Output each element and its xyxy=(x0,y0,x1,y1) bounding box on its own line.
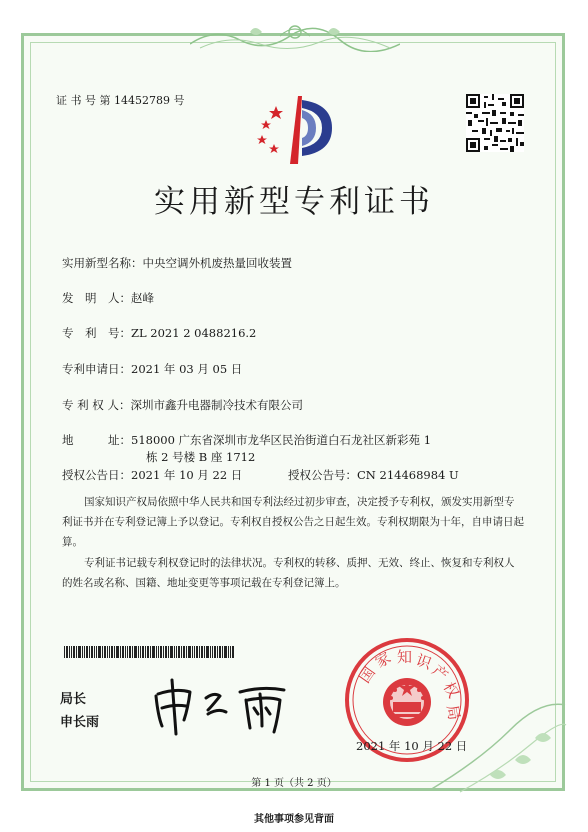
grant-date-value: 2021 年 10 月 22 日 xyxy=(131,468,243,482)
owner-value: 深圳市鑫升电器制冷技术有限公司 xyxy=(130,398,303,412)
patent-number-row xyxy=(62,325,256,341)
svg-text:权: 权 xyxy=(439,679,463,702)
svg-text:家: 家 xyxy=(372,648,395,672)
paragraph-legal-status: 专利证书记载专利权登记时的法律状况。专利权的转移、质押、无效、终止、恢复和专利权人的姓名或名称、国籍、地址变更等事项记载在专利登记簿上。 xyxy=(62,557,515,589)
page-number: 第 1 页（共 2 页） xyxy=(251,778,337,789)
paragraph-grant-statement: 国家知识产权局依照中华人民共和国专利法经过初步审查，决定授予专利权，颁发实用新型专利证书并在专利登记簿上予以登记。专利权自授权公告之日起生效。专利权期限为十年，自申请日起算。 xyxy=(62,496,524,548)
address-row xyxy=(62,432,431,448)
svg-text:识: 识 xyxy=(413,650,434,673)
inventor-value: 赵峰 xyxy=(131,291,154,305)
certificate-title: 实用新型专利证书 xyxy=(154,184,434,220)
address-line2: 栋 2 号楼 B 座 1712 xyxy=(146,450,256,464)
design-name-label: 实用新型名称： xyxy=(62,256,143,270)
svg-text:局: 局 xyxy=(443,703,464,722)
grant-number-row xyxy=(288,467,459,483)
svg-text:产: 产 xyxy=(428,661,452,685)
address-line1: 518000 广东省深圳市龙华区民治街道白石龙社区新彩苑 1 xyxy=(131,433,432,447)
grant-number-value: CN 214468984 U xyxy=(357,468,459,482)
certificate-number: 证 书 号 第 14452789 号 xyxy=(56,94,185,107)
address-label: 地 址： xyxy=(62,433,131,447)
design-name-row xyxy=(62,255,292,271)
filing-date-row xyxy=(62,361,242,377)
cnipa-logo xyxy=(252,94,340,166)
design-name-value: 中央空调外机废热量回收装置 xyxy=(142,256,292,270)
patent-number-value: ZL 2021 2 0488216.2 xyxy=(131,326,257,340)
grant-date-row xyxy=(62,467,242,483)
handwritten-signature xyxy=(150,676,298,736)
inventor-row xyxy=(62,290,154,306)
grant-date-label: 授权公告日： xyxy=(62,468,131,482)
barcode xyxy=(64,646,234,658)
svg-text:知: 知 xyxy=(397,648,413,666)
owner-label: 专 利 权 人： xyxy=(62,398,131,412)
director-title: 局长 xyxy=(60,692,87,707)
director-name: 申长雨 xyxy=(60,715,100,730)
qr-code xyxy=(466,94,524,152)
seal-date: 2021 年 10 月 22 日 xyxy=(356,739,468,753)
owner-row xyxy=(62,397,303,413)
svg-text:国: 国 xyxy=(355,663,379,687)
back-note: 其他事项参见背面 xyxy=(254,814,334,825)
inventor-label: 发 明 人： xyxy=(62,291,131,305)
filing-date-label: 专利申请日： xyxy=(62,362,131,376)
filing-date-value: 2021 年 03 月 05 日 xyxy=(131,362,243,376)
grant-number-label: 授权公告号： xyxy=(288,468,357,482)
patent-number-label: 专 利 号： xyxy=(62,326,131,340)
top-ornament xyxy=(190,22,400,52)
